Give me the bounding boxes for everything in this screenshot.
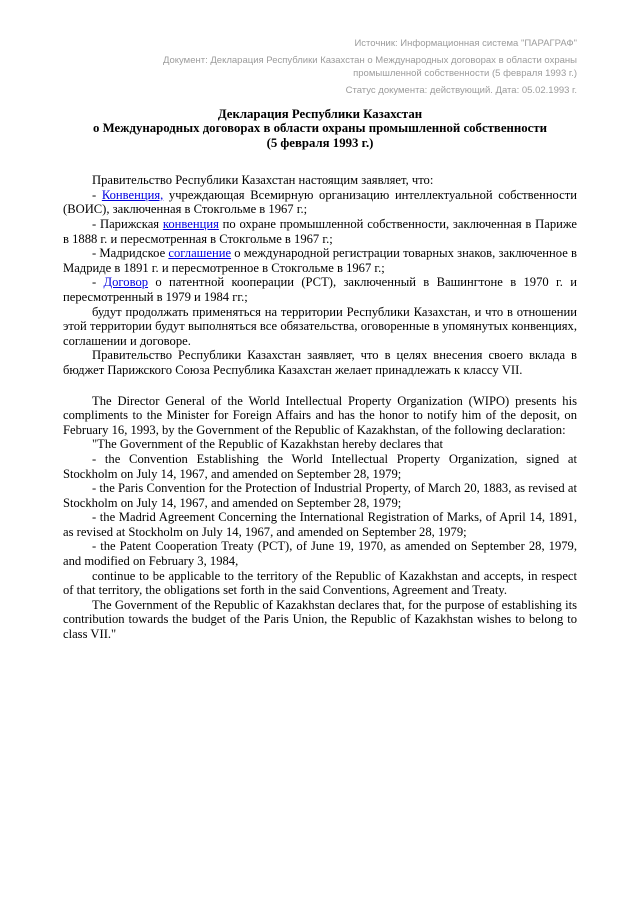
paragraph: будут продолжать применяться на территории Республики Казахстан, и что в отношении этой территории будут выполняться все обязательства, оговоренные в упомянутых конвенциях, соглашении и договоре.: [63, 304, 577, 348]
paragraph: continue to be applicable to the territory of the Republic of Kazakhstan and accepts, in respect of that territory, the obligations set forth in the said Conventions, Agreement and Treaty.: [63, 568, 577, 598]
paragraph: The Government of the Republic of Kazakhstan declares that, for the purpose of establishing its contribution towards the budget of the Paris Union, the Republic of Kazakhstan wishes to belong to class VII.": [63, 597, 577, 642]
document-meta: [63, 37, 577, 97]
paragraph: "The Government of the Republic of Kazakhstan hereby declares that: [92, 437, 443, 452]
paragraph: The Director General of the World Intellectual Property Organization (WIPO) presents his compliments to the Minister for Foreign Affairs and has the honor to notify him of the deposit, on February 16, 1993, by the Government of the Republic of Kazakhstan, of the following declaration:: [63, 393, 577, 437]
paragraph: - the Convention Establishing the World Intellectual Property Organization, signed at Stockholm on July 14, 1967, and amended on September 28, 1979;: [63, 451, 577, 481]
meta-document-line: Документ: Декларация Республики Казахстан о Международных договорах в области охраны промышленной собственности (5 февраля 1993 г.): [162, 54, 577, 79]
english-section: [63, 394, 577, 642]
paragraph: - the Paris Convention for the Protection of Industrial Property, of March 20, 1883, as revised at Stockholm on July 14, 1967, and amended on September 28, 1979;: [63, 481, 577, 510]
paragraph: - Парижская конвенция по охране промышленной собственности, заключенная в Париже в 1888 г. и пересмотренная в Стокгольме в 1967 г.;: [63, 217, 578, 246]
document-title: [63, 107, 577, 150]
meta-source-line: Источник: Информационная система "ПАРАГРАФ": [354, 38, 577, 49]
russian-section: [63, 173, 577, 377]
title-line-2: о Международных договорах в области охраны промышленной собственности: [93, 121, 547, 136]
paragraph: Правительство Республики Казахстан настоящим заявляет, что:: [92, 173, 434, 188]
title-line-3: (5 февраля 1993 г.): [266, 135, 374, 150]
paragraph: - Мадридское соглашение о международной регистрации товарных знаков, заключенное в Мадриде в 1891 г. и пересмотренное в Стокгольме в 1967 г.;: [63, 246, 577, 275]
paragraph: - the Madrid Agreement Concerning the International Registration of Marks, of April 14, 1891, as revised at Stockholm on July 14, 1967, and amended on September 28, 1979;: [63, 510, 577, 539]
paragraph: Правительство Республики Казахстан заявляет, что в целях внесения своего вклада в бюджет Парижского Союза Республика Казахстан желает принадлежать к классу VII.: [63, 348, 577, 377]
document-link[interactable]: соглашение: [168, 246, 232, 261]
document-link[interactable]: Договор: [103, 275, 149, 290]
document-body: [63, 173, 577, 641]
title-line-1: Декларация Республики Казахстан: [217, 107, 423, 121]
meta-status-line: Статус документа: действующий. Дата: 05.02.1993 г.: [345, 84, 577, 96]
document-link[interactable]: Конвенция,: [101, 187, 164, 202]
paragraph: - the Patent Cooperation Treaty (PCT), of June 19, 1970, as amended on September 28, 1979, and modified on February 3, 1984,: [63, 539, 577, 569]
document-link[interactable]: конвенция: [162, 217, 219, 231]
paragraph: - Конвенция, учреждающая Всемирную организацию интеллектуальной собственности (ВОИС), заключенная в Стокгольме в 1967 г.;: [63, 187, 578, 217]
paragraph: - Договор о патентной кооперации (РСТ), заключенный в Вашингтоне в 1970 г. и пересмотренный в 1979 и 1984 гг.;: [63, 275, 577, 304]
